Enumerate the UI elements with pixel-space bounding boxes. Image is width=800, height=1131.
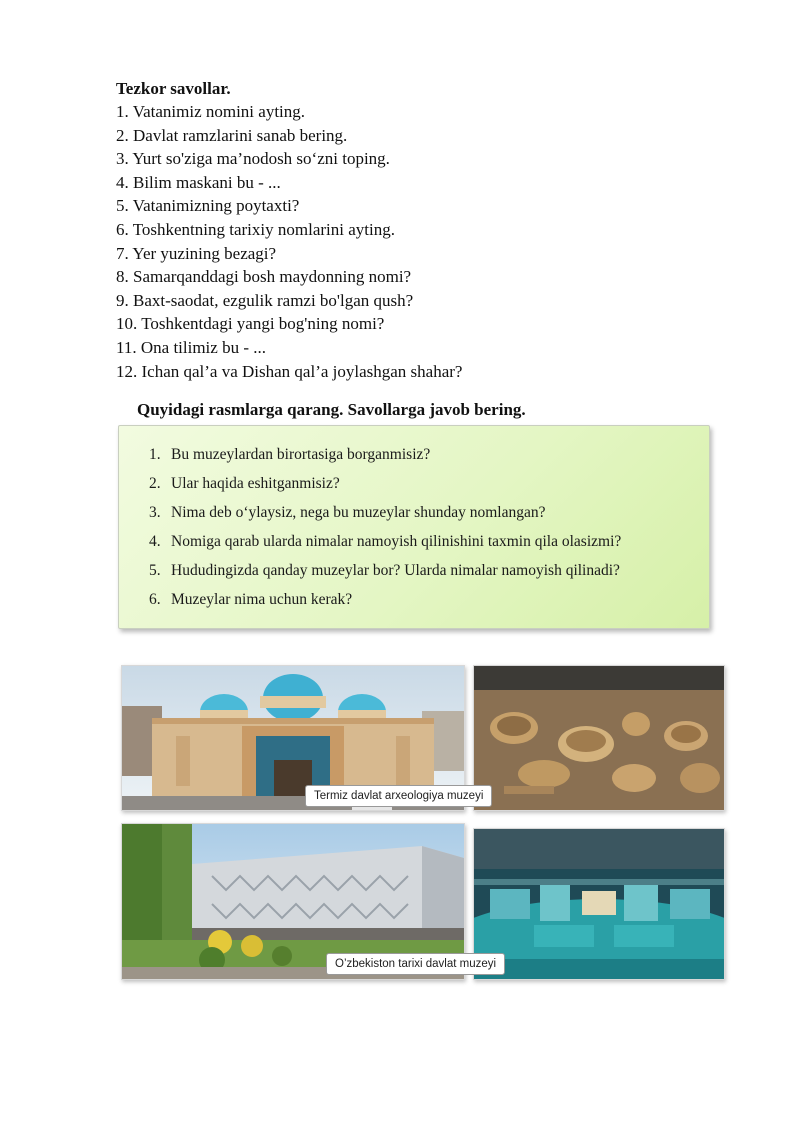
pottery-exhibit-photo: [473, 665, 725, 811]
list-item: 9. Baxt-saodat, ezgulik ramzi bo'lgan qush?: [116, 290, 414, 310]
list-item: 11. Ona tilimiz bu - ...: [116, 337, 266, 357]
item-text: Muzeylar nima uchun kerak?: [171, 591, 353, 608]
instruction-heading: Quyidagi rasmlarga qarang. Savollarga javob bering.: [137, 400, 526, 419]
list-item: 10. Toshkentdagi yangi bog'ning nomi?: [116, 314, 385, 334]
list-item: [149, 585, 621, 614]
quick-questions-list: [116, 100, 462, 383]
item-number: 6.: [149, 591, 161, 608]
item-number: 3.: [149, 504, 161, 521]
list-item: 7. Yer yuzining bezagi?: [116, 243, 277, 263]
item-text: Bu muzeylardan birortasiga borganmisiz?: [171, 446, 431, 463]
list-item: [149, 498, 621, 527]
item-text: Ular haqida eshitganmisiz?: [171, 475, 340, 492]
item-text: Nomiga qarab ularda nimalar namoyish qilinishini taxmin qila olasizmi?: [171, 533, 622, 550]
list-item: [149, 527, 621, 556]
list-item: 4. Bilim maskani bu - ...: [116, 172, 281, 192]
list-item: [149, 469, 621, 498]
item-number: 2.: [149, 475, 161, 492]
quick-questions-title: Tezkor savollar.: [116, 79, 231, 98]
list-item: [149, 556, 621, 585]
termiz-museum-caption: Termiz davlat arxeologiya muzeyi: [305, 785, 492, 807]
item-text: Hududingizda qanday muzeylar bor? Ularda nimalar namoyish qilinadi?: [171, 562, 620, 579]
item-text: Nima deb o‘ylaysiz, nega bu muzeylar shunday nomlangan?: [171, 504, 546, 521]
list-item: [149, 440, 621, 469]
list-item: 1. Vatanimiz nomini ayting.: [116, 102, 306, 121]
museum-interior-photo: [473, 828, 725, 980]
item-number: 4.: [149, 533, 161, 550]
uzbekistan-museum-caption: O’zbekiston tarixi davlat muzeyi: [326, 953, 505, 975]
museum-questions-box: [118, 425, 710, 629]
item-number: 5.: [149, 562, 161, 579]
list-item: 2. Davlat ramzlarini sanab bering.: [116, 125, 348, 145]
list-item: 5. Vatanimizning poytaxti?: [116, 196, 300, 216]
list-item: 12. Ichan qal’a va Dishan qal’a joylashgan shahar?: [116, 361, 463, 381]
list-item: 8. Samarqanddagi bosh maydonning nomi?: [116, 267, 412, 287]
interior-illustration: [474, 829, 724, 979]
item-number: 1.: [149, 446, 161, 463]
list-item: 3. Yurt so'ziga ma’nodosh so‘zni toping.: [116, 149, 390, 169]
pottery-illustration: [474, 666, 724, 810]
list-item: 6. Toshkentning tarixiy nomlarini ayting.: [116, 219, 395, 239]
museum-questions-list: [149, 440, 621, 614]
